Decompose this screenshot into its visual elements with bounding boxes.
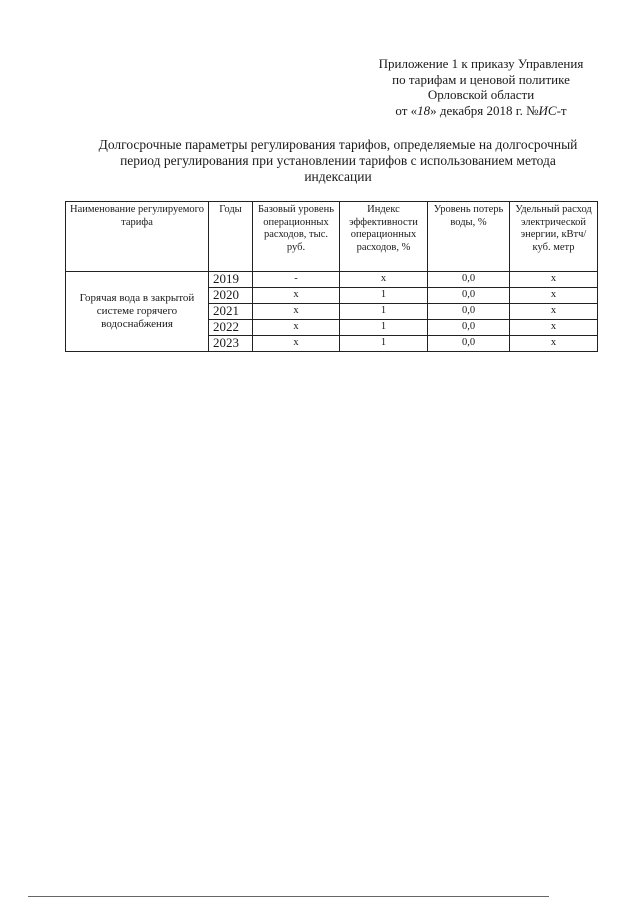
annex-line-3: Орловской области xyxy=(427,87,535,102)
tariff-name-cell: Горячая вода в закрытой системе горячего водоснабжения xyxy=(66,272,209,352)
order-number: ИС xyxy=(538,102,557,118)
date-day: 18 xyxy=(417,102,431,118)
title-line-2: период регулирования при установлении тарифов с использованием метода xyxy=(120,153,556,168)
energy-consumption-cell: x xyxy=(510,272,598,288)
energy-consumption-cell: x xyxy=(510,320,598,336)
header-energy-consumption: Удельный расход электрической энергии, кВтч/куб. метр xyxy=(510,202,598,272)
parameters-table xyxy=(65,201,598,352)
year-cell: 2023 xyxy=(209,336,253,352)
title-line-3: индексации xyxy=(304,169,372,184)
base-level-cell: - xyxy=(253,272,340,288)
year-cell: 2019 xyxy=(209,272,253,288)
efficiency-index-cell: x xyxy=(340,272,428,288)
header-tariff-name: Наименование регулируемого тарифа xyxy=(66,202,209,272)
water-losses-cell: 0,0 xyxy=(428,336,510,352)
water-losses-cell: 0,0 xyxy=(428,288,510,304)
annex-line-2: по тарифам и ценовой политике xyxy=(392,71,570,87)
document-title xyxy=(68,137,608,185)
table-row xyxy=(66,272,598,288)
annex-header xyxy=(351,56,611,118)
page-bottom-divider xyxy=(28,896,549,897)
order-suffix: -т xyxy=(556,102,567,118)
year-cell: 2021 xyxy=(209,304,253,320)
energy-consumption-cell: x xyxy=(510,288,598,304)
efficiency-index-cell: 1 xyxy=(340,288,428,304)
year-cell: 2022 xyxy=(209,320,253,336)
efficiency-index-cell: 1 xyxy=(340,320,428,336)
date-prefix: от « xyxy=(395,102,418,118)
annex-line-1: Приложение 1 к приказу Управления xyxy=(378,56,584,71)
date-middle: » декабря 2018 г. № xyxy=(430,102,539,118)
base-level-cell: x xyxy=(253,304,340,320)
header-efficiency-index: Индекс эффективности операционных расходов, % xyxy=(340,202,428,272)
year-cell: 2020 xyxy=(209,288,253,304)
efficiency-index-cell: 1 xyxy=(340,304,428,320)
water-losses-cell: 0,0 xyxy=(428,304,510,320)
energy-consumption-cell: x xyxy=(510,336,598,352)
base-level-cell: x xyxy=(253,320,340,336)
base-level-cell: x xyxy=(253,288,340,304)
header-base-level: Базовый уровень операционных расходов, тыс. руб. xyxy=(253,202,340,272)
table-header-row xyxy=(66,202,598,272)
title-line-1: Долгосрочные параметры регулирования тарифов, определяемые на долгосрочный xyxy=(98,137,578,152)
header-water-losses: Уровень потерь воды, % xyxy=(428,202,510,272)
base-level-cell: x xyxy=(253,336,340,352)
header-years: Годы xyxy=(209,202,253,272)
energy-consumption-cell: x xyxy=(510,304,598,320)
efficiency-index-cell: 1 xyxy=(340,336,428,352)
water-losses-cell: 0,0 xyxy=(428,320,510,336)
annex-date-line xyxy=(351,103,611,119)
water-losses-cell: 0,0 xyxy=(428,272,510,288)
